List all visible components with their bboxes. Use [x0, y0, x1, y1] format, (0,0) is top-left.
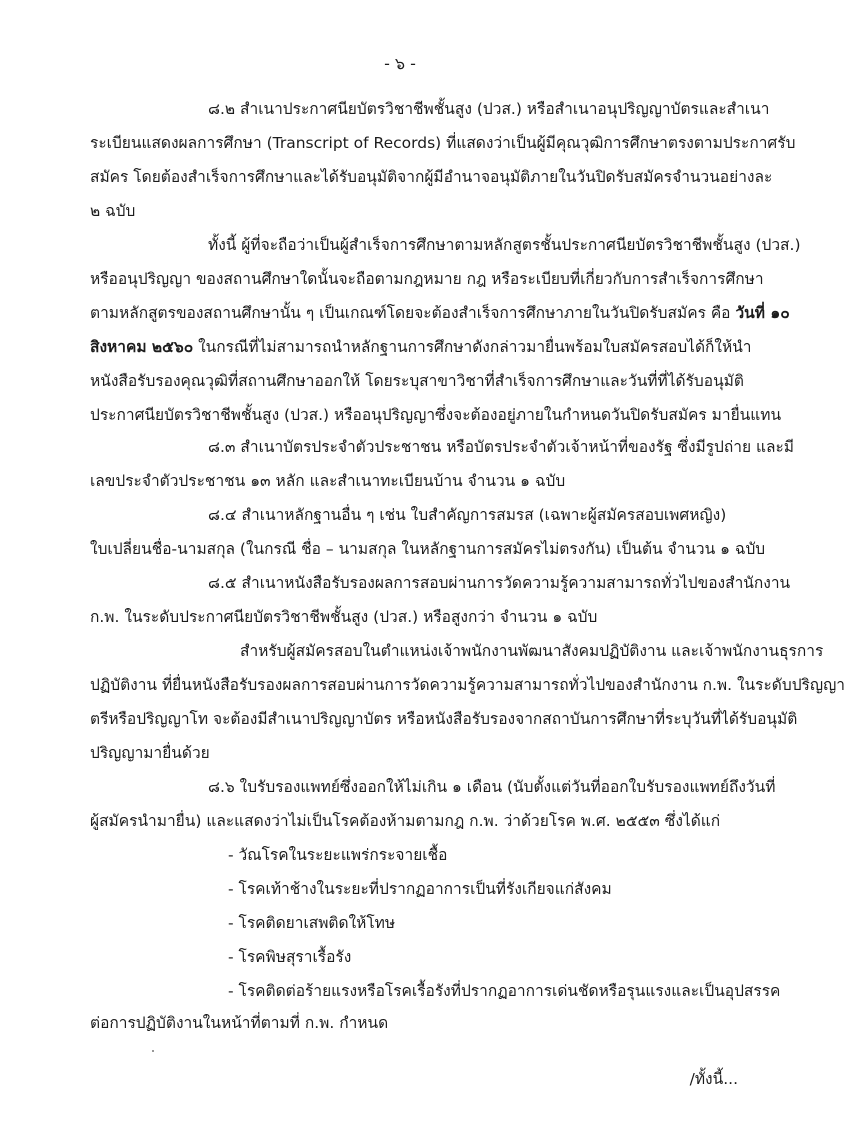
- text-line: ระเบียนแสดงผลการศึกษา (Transcript of Records) ที่แสดงว่าเป็นผู้มีคุณวุฒิการศึกษาตรงตามประกาศรับ: [90, 134, 796, 152]
- deadline-date: วันที่ ๑๐: [735, 304, 790, 322]
- text-line: ปริญญามายื่นด้วย: [90, 744, 210, 762]
- disease-item-continuation: [90, 1006, 755, 1040]
- text-line: ต่อการปฏิบัติงานในหน้าที่ตามที่ ก.พ. กำหนด: [90, 1014, 389, 1032]
- text-line: หรืออนุปริญญา ของสถานศึกษาใดนั้นจะถือตามกฎหมาย กฎ หรือระเบียบที่เกี่ยวกับการสำเร็จการศึกษา: [90, 270, 764, 288]
- scan-speck: [152, 1050, 154, 1052]
- deadline-month-year: สิงหาคม ๒๕๖๐: [90, 338, 194, 356]
- text-line: หนังสือรับรองคุณวุฒิที่สถานศึกษาออกให้ โดยระบุสาขาวิชาที่สำเร็จการศึกษาและวันที่ที่ได้รับอนุมัติ: [90, 372, 744, 390]
- text-line: ๘.๒ สำเนาประกาศนียบัตรวิชาชีพชั้นสูง (ปวส.) หรือสำเนาอนุปริญญาบัตรและสำเนา: [208, 100, 770, 118]
- item-8-2: [90, 92, 796, 228]
- text-line: [90, 330, 755, 364]
- graduation-note: [90, 228, 801, 432]
- text-line: เลขประจำตัวประชาชน ๑๓ หลัก และสำเนาทะเบียนบ้าน จำนวน ๑ ฉบับ: [90, 472, 566, 490]
- text-line: ๘.๖ ใบรับรองแพทย์ซึ่งออกให้ไม่เกิน ๑ เดือน (นับตั้งแต่วันที่ออกใบรับรองแพทย์ถึงวันที่: [208, 778, 776, 796]
- text-line: สำหรับผู้สมัครสอบในตำแหน่งเจ้าพนักงานพัฒนาสังคมปฏิบัติงาน และเจ้าพนักงานธุรการ: [240, 642, 824, 660]
- text-line: ก.พ. ในระดับประกาศนียบัตรวิชาชีพชั้นสูง (ปวส.) หรือสูงกว่า จำนวน ๑ ฉบับ: [90, 608, 598, 626]
- text-line: ผู้สมัครนำมายื่น) และแสดงว่าไม่เป็นโรคต้องห้ามตามกฎ ก.พ. ว่าด้วยโรค พ.ศ. ๒๕๕๓ ซึ่งได้แก่: [90, 812, 721, 830]
- item-8-5: [90, 566, 791, 634]
- text-line: ใบเปลี่ยนชื่อ-นามสกุล (ในกรณี ชื่อ – นามสกุล ในหลักฐานการสมัครไม่ตรงกัน) เป็นต้น จำนวน ๑ ฉบับ: [90, 540, 766, 558]
- disease-item: - โรคติดยาเสพติดให้โทษ: [228, 914, 396, 932]
- disease-item: - โรคพิษสุราเรื้อรัง: [228, 948, 352, 966]
- text-line: ปฏิบัติงาน ที่ยื่นหนังสือรับรองผลการสอบผ่านการวัดความรู้ความสามารถทั่วไปของสำนักงาน ก.พ. ในระดับปริญญา: [90, 676, 845, 694]
- disease-item: - โรคติดต่อร้ายแรงหรือโรคเรื้อรังที่ปรากฏอาการเด่นชัดหรือรุนแรงและเป็นอุปสรรค: [228, 982, 781, 1000]
- continued-marker: /ทั้งนี้...: [689, 1070, 738, 1088]
- item-8-6: [90, 770, 776, 838]
- item-8-3: [90, 430, 795, 498]
- disease-item: - วัณโรคในระยะแพร่กระจายเชื้อ: [228, 846, 448, 864]
- text-line: ๘.๔ สำเนาหลักฐานอื่น ๆ เช่น ใบสำคัญการสมรส (เฉพาะผู้สมัครสอบเพศหญิง): [208, 506, 727, 524]
- text-line: ๘.๓ สำเนาบัตรประจำตัวประชาชน หรือบัตรประจำตัวเจ้าหน้าที่ของรัฐ ซึ่งมีรูปถ่าย และมี: [208, 438, 795, 456]
- text-line: สมัคร โดยต้องสำเร็จการศึกษาและได้รับอนุมัติจากผู้มีอำนาจอนุมัติภายในวันปิดรับสมัครจำนวนอย่างละ: [90, 168, 773, 186]
- text-run: ในกรณีที่ไม่สามารถนำหลักฐานการศึกษาดังกล่าวมายื่นพร้อมใบสมัครสอบได้ก็ให้นำ: [193, 338, 752, 356]
- page-number: - ๖ -: [384, 54, 416, 73]
- text-line: ๘.๕ สำเนาหนังสือรับรองผลการสอบผ่านการวัดความรู้ความสามารถทั่วไปของสำนักงาน: [208, 574, 791, 592]
- special-position-note: [90, 634, 845, 770]
- item-8-4: [90, 498, 766, 566]
- text-line: ทั้งนี้ ผู้ที่จะถือว่าเป็นผู้สำเร็จการศึกษาตามหลักสูตรชั้นประกาศนียบัตรวิชาชีพชั้นสูง (ปวส.): [208, 236, 801, 254]
- text-line: ตรีหรือปริญญาโท จะต้องมีสำเนาปริญญาบัตร หรือหนังสือรับรองจากสถาบันการศึกษาที่ระบุวันที่ได้รับอนุมัติ: [90, 710, 798, 728]
- text-line: ประกาศนียบัตรวิชาชีพชั้นสูง (ปวส.) หรืออนุปริญญาซึ่งจะต้องอยู่ภายในกำหนดวันปิดรับสมัคร มายื่นแทน: [90, 406, 782, 424]
- text-line: ๒ ฉบับ: [90, 202, 136, 220]
- text-run: ตามหลักสูตรของสถานศึกษานั้น ๆ เป็นเกณฑ์โดยจะต้องสำเร็จการศึกษาภายในวันปิดรับสมัคร คือ: [90, 304, 736, 322]
- disease-item: - โรคเท้าช้างในระยะที่ปรากฏอาการเป็นที่รังเกียจแก่สังคม: [228, 880, 612, 898]
- text-line: [90, 296, 790, 330]
